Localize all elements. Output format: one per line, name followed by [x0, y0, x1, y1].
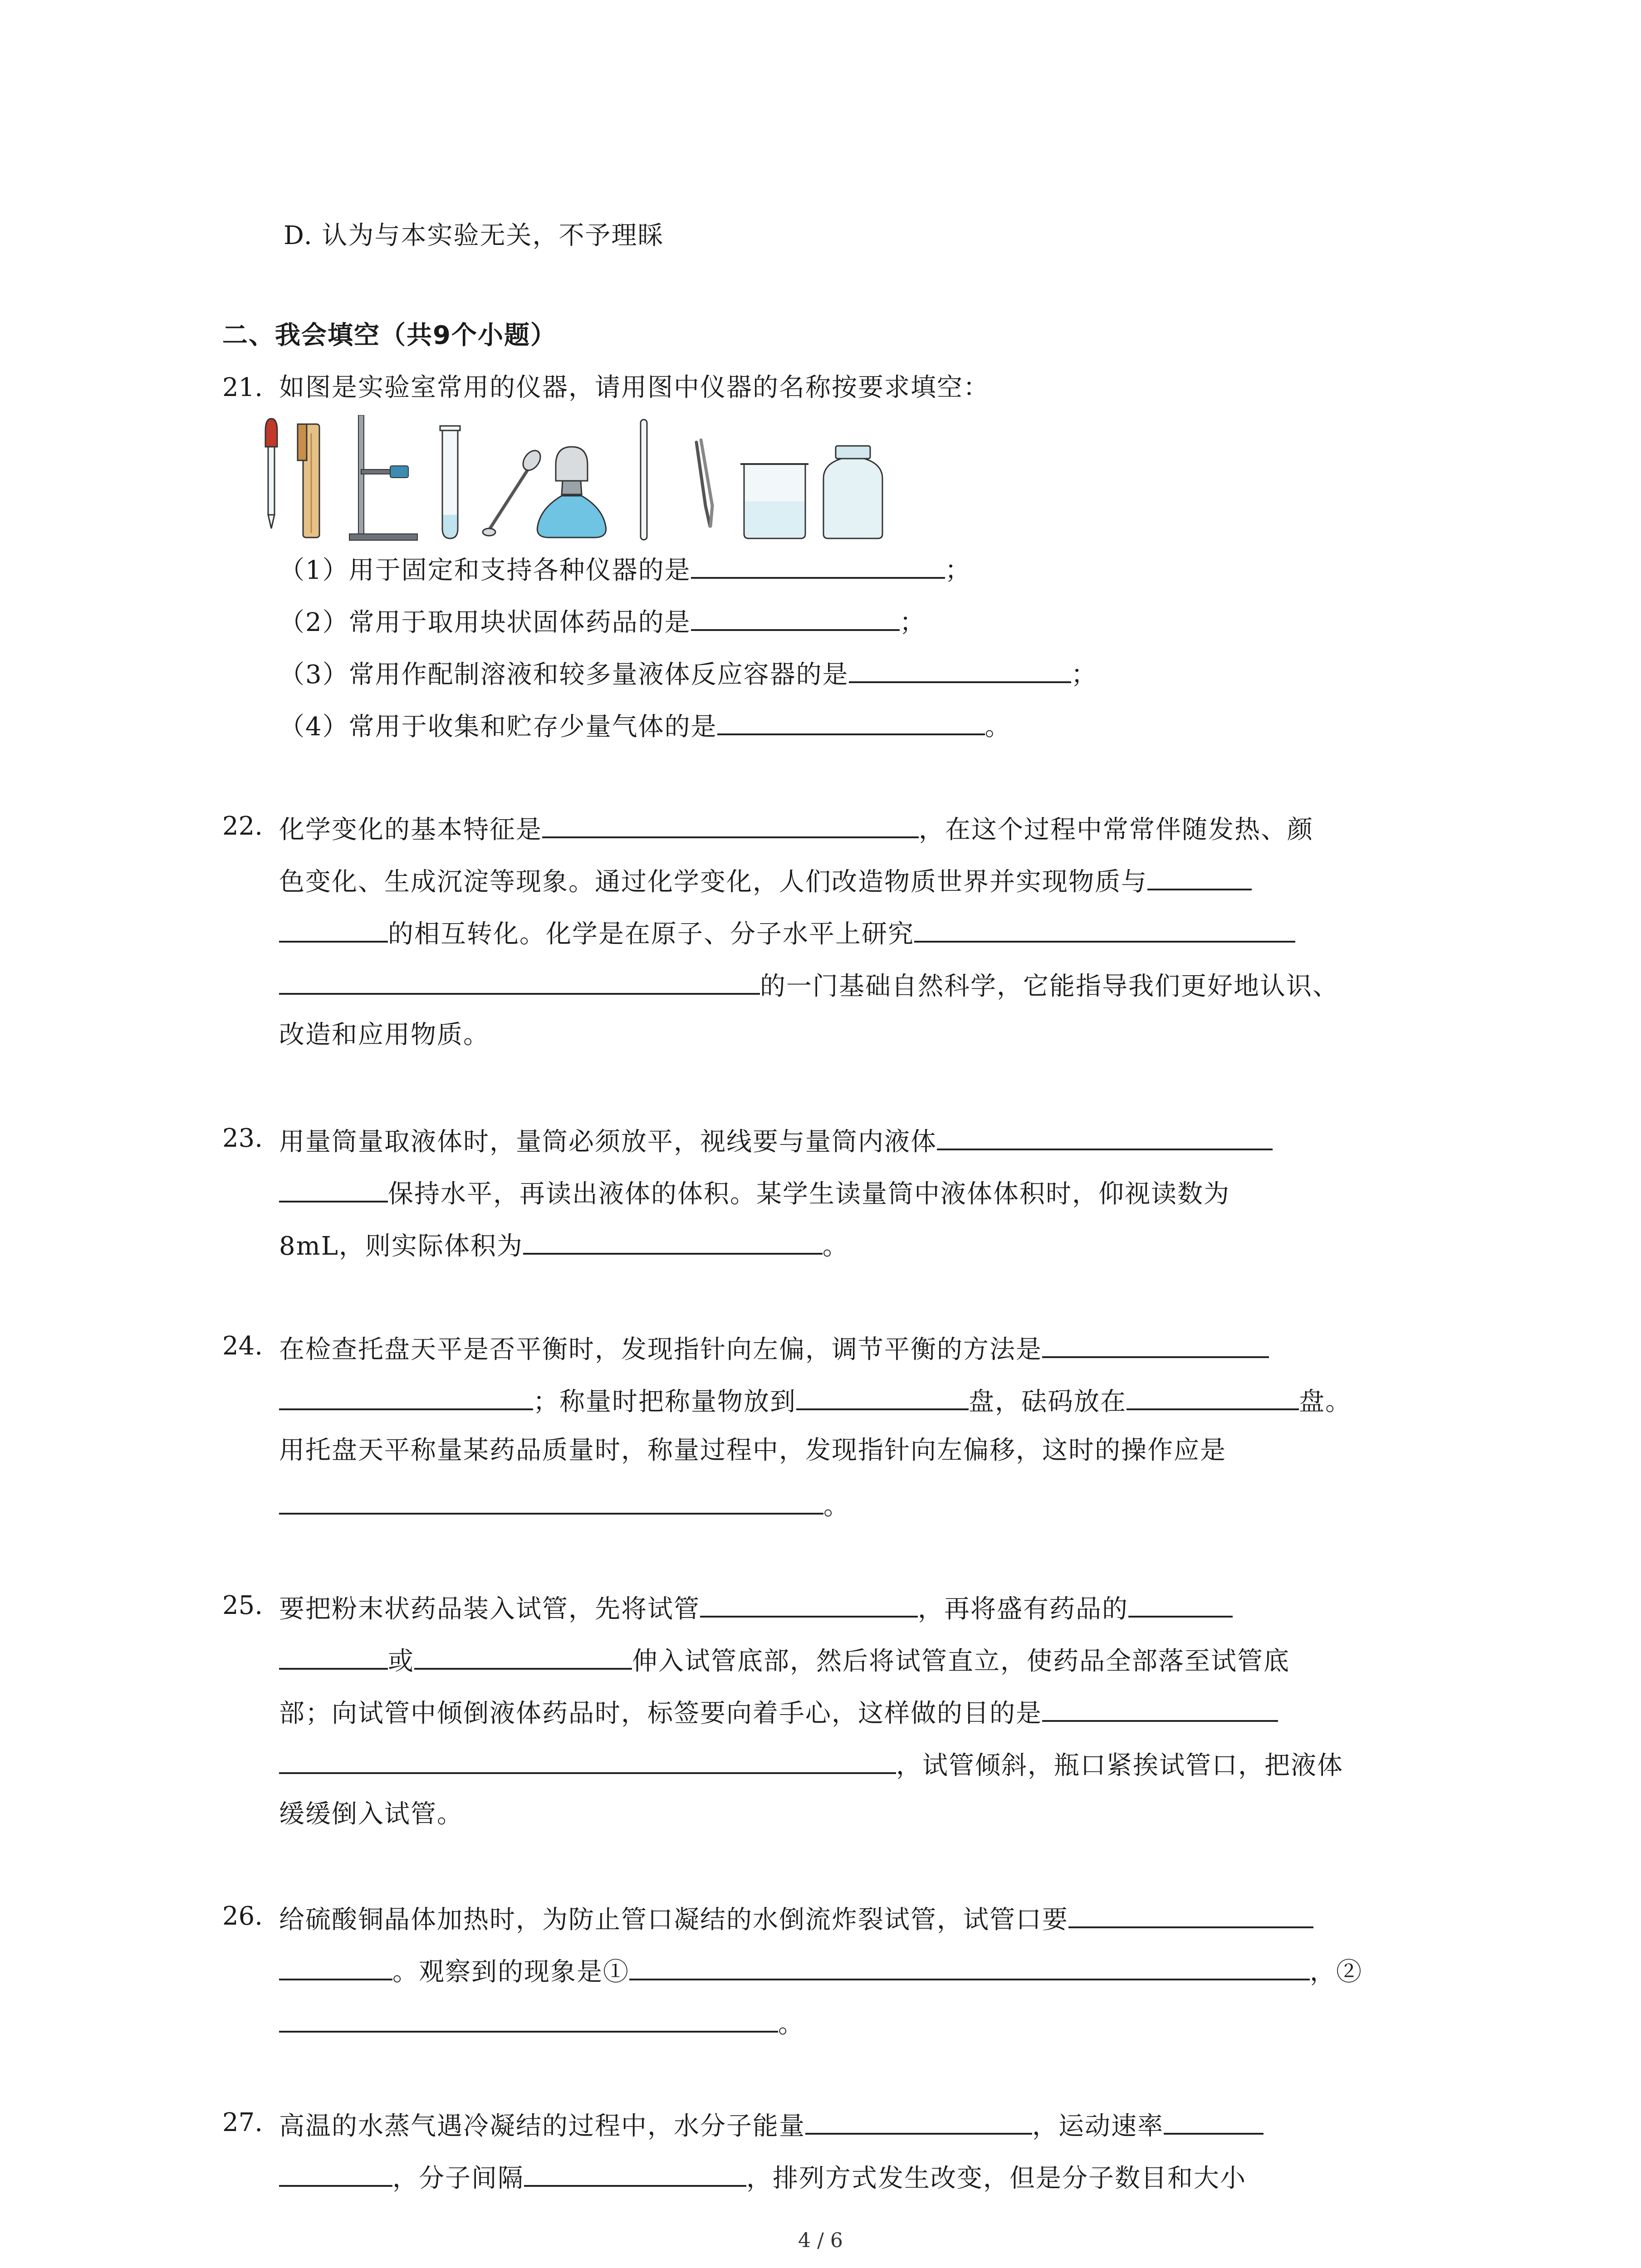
- answer-blank[interactable]: [279, 1485, 823, 1515]
- answer-blank[interactable]: [629, 1950, 1310, 1980]
- answer-blank[interactable]: [414, 1640, 632, 1670]
- answer-blank[interactable]: [279, 1744, 896, 1774]
- answer-blank[interactable]: [937, 1120, 1273, 1150]
- question-stem: 如图是实验室常用的仪器，请用图中仪器的名称按要求填空：: [279, 373, 989, 402]
- answer-blank[interactable]: [796, 1380, 969, 1410]
- q22-line-3: 的相互转化。化学是在原子、分子水平上研究: [279, 913, 1295, 953]
- iron-stand-icon: [349, 415, 417, 540]
- apparatus-figure: [254, 415, 898, 547]
- test-tube-icon: [440, 426, 460, 538]
- question-number: 25.: [222, 1591, 263, 1620]
- q24-line-2: ；称量时把称量物放到 盘，砝码放在 盘。: [279, 1380, 1352, 1420]
- answer-blank[interactable]: [1127, 1380, 1299, 1410]
- answer-blank[interactable]: [279, 965, 760, 995]
- question-number: 21.: [222, 373, 263, 402]
- answer-blank[interactable]: [1128, 1588, 1233, 1618]
- q26-line-2: 。观察到的现象是① ，②: [279, 1950, 1362, 1990]
- q27-line-2: ，分子间隔 ，排列方式发生改变，但是分子数目和大小: [279, 2157, 1246, 2197]
- q26-line-3: 。: [279, 2003, 804, 2043]
- alcohol-lamp-icon: [537, 447, 606, 538]
- answer-blank[interactable]: [1164, 2105, 1264, 2135]
- q25-line-2: 或 伸入试管底部，然后将试管直立，使药品全部落至试管底: [279, 1640, 1290, 1680]
- answer-blank[interactable]: [805, 2105, 1032, 2135]
- answer-blank[interactable]: [523, 1225, 823, 1255]
- tweezers-icon: [696, 440, 712, 526]
- q24-line-4: 。: [279, 1485, 850, 1525]
- answer-blank[interactable]: [279, 1173, 388, 1202]
- beaker-icon: [740, 464, 808, 538]
- q22-line-4: 的一门基础自然科学，它能指导我们更好地认识、: [279, 965, 1339, 1005]
- answer-blank[interactable]: [542, 808, 919, 838]
- sub-question-1: （1）用于固定和支持各种仪器的是 ；: [279, 549, 971, 589]
- q25-line-3: 部；向试管中倾倒液体药品时，标签要向着手心，这样做的目的是: [279, 1692, 1278, 1732]
- dropper-icon: [265, 419, 277, 528]
- sub-question-3: （3）常用作配制溶液和较多量液体反应容器的是 ；: [279, 653, 1097, 693]
- question-number: 22.: [222, 811, 263, 841]
- answer-blank[interactable]: [914, 913, 1295, 943]
- question-number: 23.: [222, 1124, 263, 1153]
- answer-blank[interactable]: [279, 1950, 392, 1980]
- answer-blank[interactable]: [1147, 860, 1252, 890]
- answer-blank[interactable]: [279, 2157, 392, 2187]
- page-number: 4 / 6: [798, 2229, 843, 2252]
- answer-blank[interactable]: [1042, 1328, 1269, 1358]
- question-number: 27.: [222, 2108, 263, 2137]
- option-d: D. 认为与本实验无关，不予理睬: [284, 221, 664, 250]
- q25-line-4: ，试管倾斜，瓶口紧挨试管口，把液体: [279, 1744, 1343, 1784]
- sub-question-4: （4）常用于收集和贮存少量气体的是 。: [279, 705, 1011, 745]
- q25-line-5: 缓缓倒入试管。: [279, 1799, 463, 1829]
- q22-line-5: 改造和应用物质。: [279, 1020, 490, 1050]
- answer-blank[interactable]: [717, 705, 985, 735]
- section-title: 二、我会填空（共9个小题）: [222, 321, 557, 350]
- answer-blank[interactable]: [1042, 1692, 1278, 1722]
- q24-line-1: 在检查托盘天平是否平衡时，发现指针向左偏，调节平衡的方法是: [279, 1328, 1269, 1368]
- q26-line-1: 给硫酸铜晶体加热时，为防止管口凝结的水倒流炸裂试管，试管口要: [279, 1898, 1313, 1938]
- answer-blank[interactable]: [279, 1640, 388, 1670]
- answer-blank[interactable]: [691, 549, 945, 579]
- q24-line-3: 用托盘天平称量某药品质量时，称量过程中，发现指针向左偏移，这时的操作应是: [279, 1436, 1226, 1465]
- answer-blank[interactable]: [524, 2157, 746, 2187]
- answer-blank[interactable]: [279, 913, 388, 943]
- question-number: 24.: [222, 1331, 263, 1361]
- answer-blank[interactable]: [279, 2003, 778, 2033]
- test-tube-holder-icon: [298, 424, 319, 538]
- answer-blank[interactable]: [849, 653, 1071, 683]
- medicine-spoon-icon: [483, 447, 544, 536]
- question-number: 26.: [222, 1901, 263, 1931]
- q23-line-3: 8mL，则实际体积为 。: [279, 1225, 849, 1265]
- q23-line-1: 用量筒量取液体时，量筒必须放平，视线要与量筒内液体: [279, 1120, 1273, 1160]
- answer-blank[interactable]: [691, 601, 900, 631]
- q22-line-2: 色变化、生成沉淀等现象。通过化学变化，人们改造物质世界并实现物质与: [279, 860, 1252, 900]
- answer-blank[interactable]: [279, 1380, 533, 1410]
- q25-line-1: 要把粉末状药品装入试管，先将试管 ，再将盛有药品的: [279, 1588, 1233, 1628]
- q27-line-1: 高温的水蒸气遇冷凝结的过程中，水分子能量 ，运动速率: [279, 2105, 1264, 2145]
- q22-line-1: 化学变化的基本特征是 ，在这个过程中常常伴随发热、颜: [279, 808, 1313, 848]
- sub-question-2: （2）常用于取用块状固体药品的是 ；: [279, 601, 926, 641]
- gas-jar-icon: [823, 446, 882, 538]
- answer-blank[interactable]: [700, 1588, 918, 1618]
- answer-blank[interactable]: [1068, 1898, 1313, 1928]
- glass-rod-icon: [641, 420, 647, 540]
- q23-line-2: 保持水平，再读出液体的体积。某学生读量筒中液体体积时，仰视读数为: [279, 1173, 1230, 1212]
